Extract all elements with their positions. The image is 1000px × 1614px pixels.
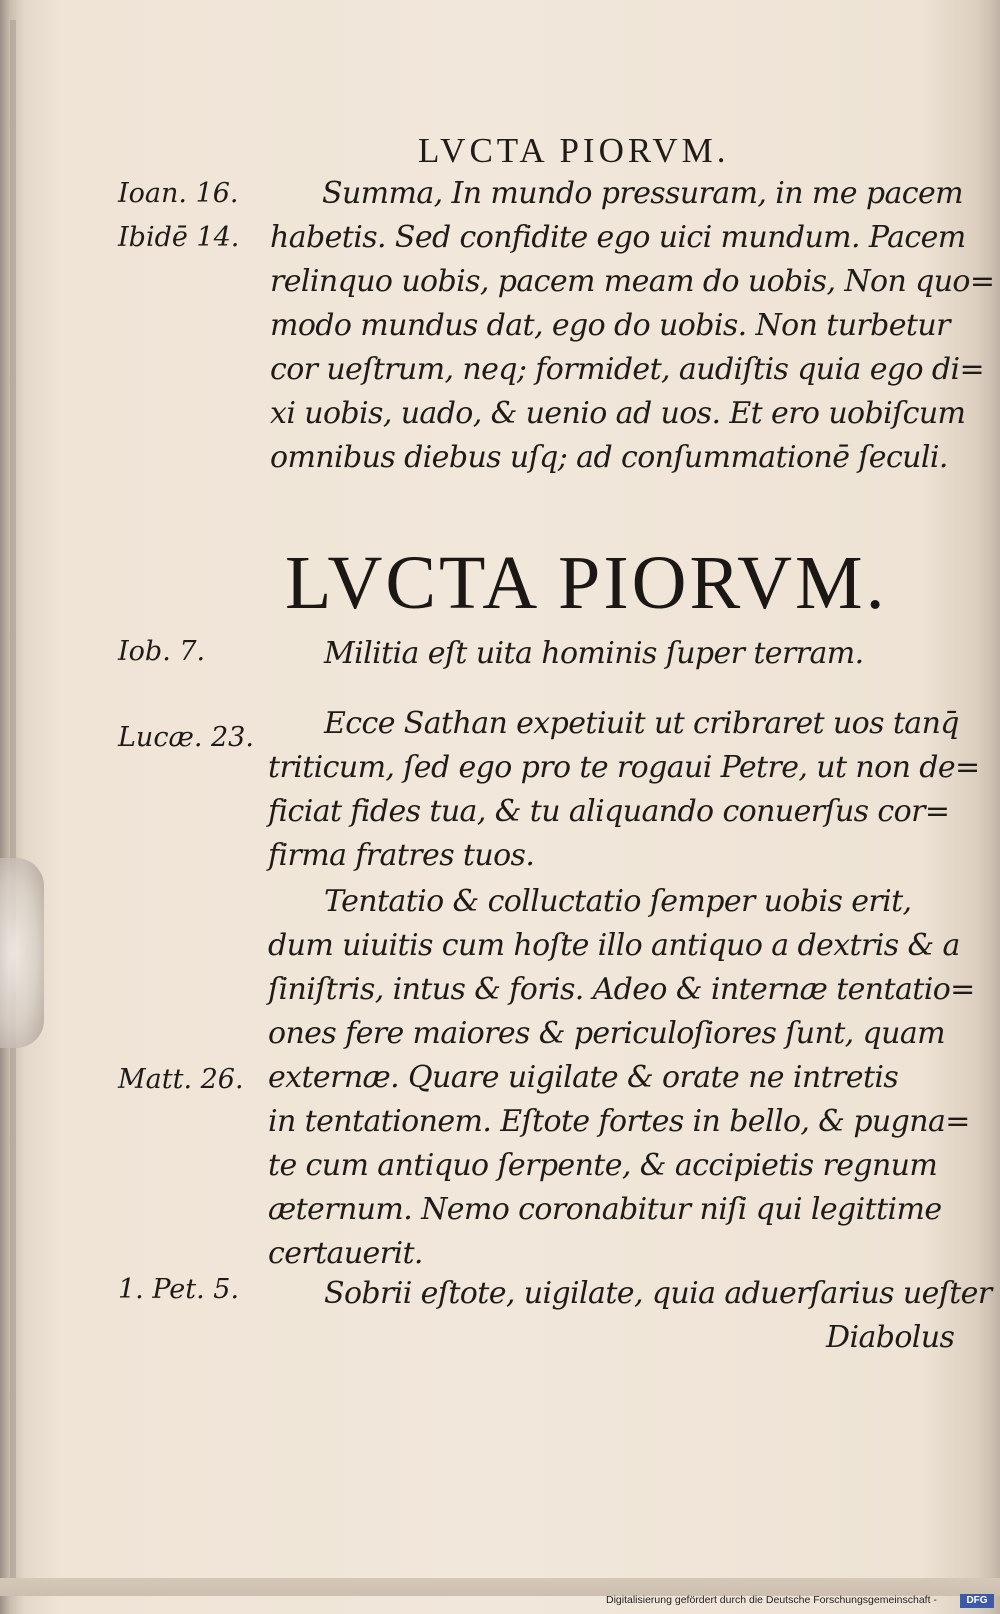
- passage2-line-7: dum uiuitis cum hoſte illo antiquo a dextris & a: [268, 928, 960, 963]
- passage1-line-7: omnibus diebus uſq; ad conſummationē ſeculi.: [270, 440, 948, 475]
- passage2-line-11: in tentationem. Eſtote fortes in bello, & pugna=: [268, 1104, 970, 1139]
- passage2-line-1: Militia eſt uita hominis ſuper terram.: [324, 636, 864, 671]
- passage2-line-6: Tentatio & colluctatio ſemper uobis erit,: [324, 884, 912, 919]
- passage2-line-12: te cum antiquo ſerpente, & accipietis regnum: [268, 1148, 938, 1183]
- page-edge: [10, 20, 16, 1580]
- passage2-line-15: Sobrii eſtote, uigilate, quia aduerſarius ueſter: [324, 1276, 992, 1311]
- passage1-line-6: xi uobis, uado, & uenio ad uos. Et ero uobiſcum: [270, 396, 966, 431]
- passage2-line-13: æternum. Nemo coronabitur niſi qui legittime: [268, 1192, 942, 1227]
- passage2-line-10: externæ. Quare uigilate & orate ne intretis: [268, 1060, 899, 1095]
- section-title: LVCTA PIORVM.: [285, 541, 888, 625]
- digitization-credit: Digitalisierung gefördert durch die Deutsche Forschungsgemeinschaft -: [606, 1594, 937, 1606]
- margin-ref-iob: Iob. 7.: [118, 636, 206, 667]
- margin-ref-ioan: Ioan. 16.: [118, 178, 239, 209]
- catchword: Diabolus: [826, 1320, 955, 1355]
- dfg-logo: DFG: [960, 1594, 994, 1608]
- margin-ref-lucae: Lucæ. 23.: [118, 722, 254, 753]
- margin-ref-matt: Matt. 26.: [118, 1064, 244, 1095]
- passage1-line-5: cor ueſtrum, neq; formidet, audiſtis quia ego di=: [270, 352, 985, 387]
- passage2-line-5: firma fratres tuos.: [268, 838, 535, 873]
- passage2-line-14: certauerit.: [268, 1236, 423, 1271]
- passage1-line-4: modo mundus dat, ego do uobis. Non turbetur: [270, 308, 950, 343]
- running-header: LVCTA PIORVM.: [418, 131, 730, 170]
- passage1-line-1: Summa, In mundo pressuram, in me pacem: [322, 176, 963, 211]
- passage2-line-3: triticum, ſed ego pro te rogaui Petre, ut non de=: [268, 750, 980, 785]
- margin-ref-ibidem: Ibidē 14.: [118, 222, 240, 253]
- passage2-line-4: ficiat fides tua, & tu aliquando conuerſus cor=: [268, 794, 950, 829]
- passage2-line-8: ſiniſtris, intus & foris. Adeo & internæ tentatio=: [268, 972, 975, 1007]
- passage2-line-2: Ecce Sathan expetiuit ut cribraret uos tanq̄: [324, 706, 959, 741]
- passage2-line-9: ones fere maiores & periculoſiores ſunt, quam: [268, 1016, 946, 1051]
- passage1-line-3: relinquo uobis, pacem meam do uobis, Non quo=: [270, 264, 995, 299]
- book-clasp-shadow: [0, 858, 44, 1048]
- margin-ref-pet: 1. Pet. 5.: [118, 1274, 240, 1305]
- passage1-line-2: habetis. Sed confidite ego uici mundum. Pacem: [270, 220, 966, 255]
